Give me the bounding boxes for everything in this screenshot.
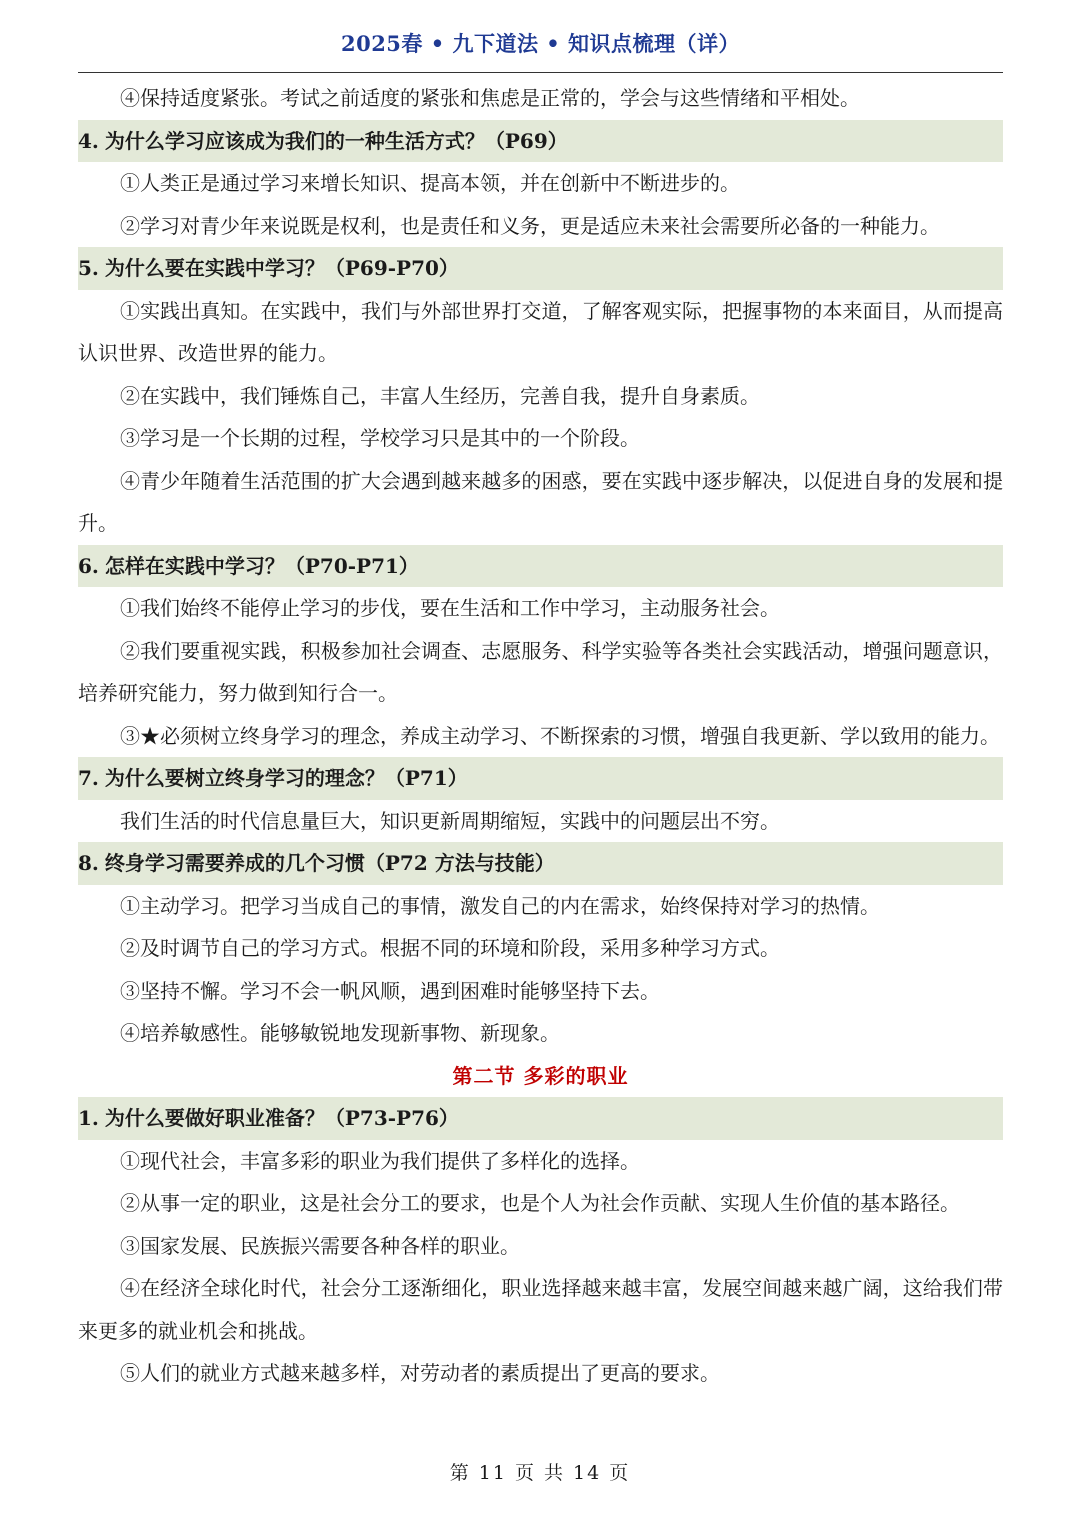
list-item: ①人类正是通过学习来增长知识、提高本领，并在创新中不断进步的。: [120, 171, 740, 195]
question-title: 为什么要做好职业准备？（P73-P76）: [104, 1106, 459, 1130]
question-title: 为什么要在实践中学习？（P69-P70）: [104, 256, 459, 280]
list-item: ③坚持不懈。学习不会一帆风顺，遇到困难时能够坚持下去。: [120, 978, 660, 1003]
list-item: ③★必须树立终身学习的理念，养成主动学习、不断探索的习惯，增强自我更新、学以致用的能力。: [120, 723, 1000, 748]
list-item: ③国家发展、民族振兴需要各种各样的职业。: [120, 1233, 520, 1258]
header-divider: [78, 72, 1003, 73]
question-heading-s2-1: [78, 1097, 1003, 1140]
question-title: 为什么要树立终身学习的理念？（P71）: [104, 766, 468, 790]
list-item: ④保持适度紧张。考试之前适度的紧张和焦虑是正常的，学会与这些情绪和平相处。: [120, 86, 860, 110]
question-number: 6.: [78, 553, 99, 578]
question-heading-7: [78, 757, 1003, 800]
list-item: ⑤人们的就业方式越来越多样，对劳动者的素质提出了更高的要求。: [120, 1361, 720, 1385]
page-number: 第 11 页 共 14 页: [449, 1462, 631, 1484]
question-title: 终身学习需要养成的几个习惯（P72 方法与技能）: [104, 851, 555, 875]
list-item: ④培养敏感性。能够敏锐地发现新事物、新现象。: [120, 1021, 560, 1045]
list-item: ②及时调节自己的学习方式。根据不同的环境和阶段，采用多种学习方式。: [120, 936, 780, 960]
page-header-title: 2025春 • 九下道法 • 知识点梳理（详）: [340, 31, 741, 56]
question-number: 7.: [78, 766, 99, 790]
question-heading-6: [78, 545, 1003, 588]
question-heading-5: [78, 247, 1003, 290]
question-number: 8.: [78, 851, 99, 875]
list-item: ②在实践中，我们锤炼自己，丰富人生经历，完善自我，提升自身素质。: [120, 383, 760, 408]
list-item: 我们生活的时代信息量巨大，知识更新周期缩短，实践中的问题层出不穷。: [120, 808, 780, 833]
list-item: ①实践出真知。在实践中，我们与外部世界打交道，了解客观实际，把握事物的本来面目，从而提高认识世界、改造世界的能力。: [78, 298, 1003, 365]
list-item: ②学习对青少年来说既是权利，也是责任和义务，更是适应未来社会需要所必备的一种能力。: [120, 213, 940, 238]
list-item: ②我们要重视实践，积极参加社会调查、志愿服务、科学实验等各类社会实践活动，增强问题意识，培养研究能力，努力做到知行合一。: [78, 638, 1003, 705]
list-item: ④青少年随着生活范围的扩大会遇到越来越多的困惑，要在实践中逐步解决，以促进自身的发展和提升。: [78, 468, 1003, 535]
list-item: ③学习是一个长期的过程，学校学习只是其中的一个阶段。: [120, 426, 640, 450]
question-heading-4: [78, 120, 1003, 163]
question-number: 1.: [78, 1106, 99, 1130]
section-title: 第二节 多彩的职业: [452, 1063, 629, 1088]
list-item: ①现代社会，丰富多彩的职业为我们提供了多样化的选择。: [120, 1148, 640, 1173]
question-title: 为什么学习应该成为我们的一种生活方式？（P69）: [104, 128, 568, 153]
list-item: ④在经济全球化时代，社会分工逐渐细化，职业选择越来越丰富，发展空间越来越广阔，这给我们带来更多的就业机会和挑战。: [78, 1276, 1003, 1343]
question-number: 5.: [78, 256, 99, 280]
list-item: ①我们始终不能停止学习的步伐，要在生活和工作中学习，主动服务社会。: [120, 596, 780, 620]
question-title: 怎样在实践中学习？（P70-P71）: [104, 553, 419, 578]
page-content: [78, 77, 1003, 1395]
list-item: ①主动学习。把学习当成自己的事情，激发自己的内在需求，始终保持对学习的热情。: [120, 893, 880, 918]
question-number: 4.: [78, 128, 99, 153]
question-heading-8: [78, 842, 1003, 885]
list-item: ②从事一定的职业，这是社会分工的要求，也是个人为社会作贡献、实现人生价值的基本路径。: [120, 1191, 960, 1215]
